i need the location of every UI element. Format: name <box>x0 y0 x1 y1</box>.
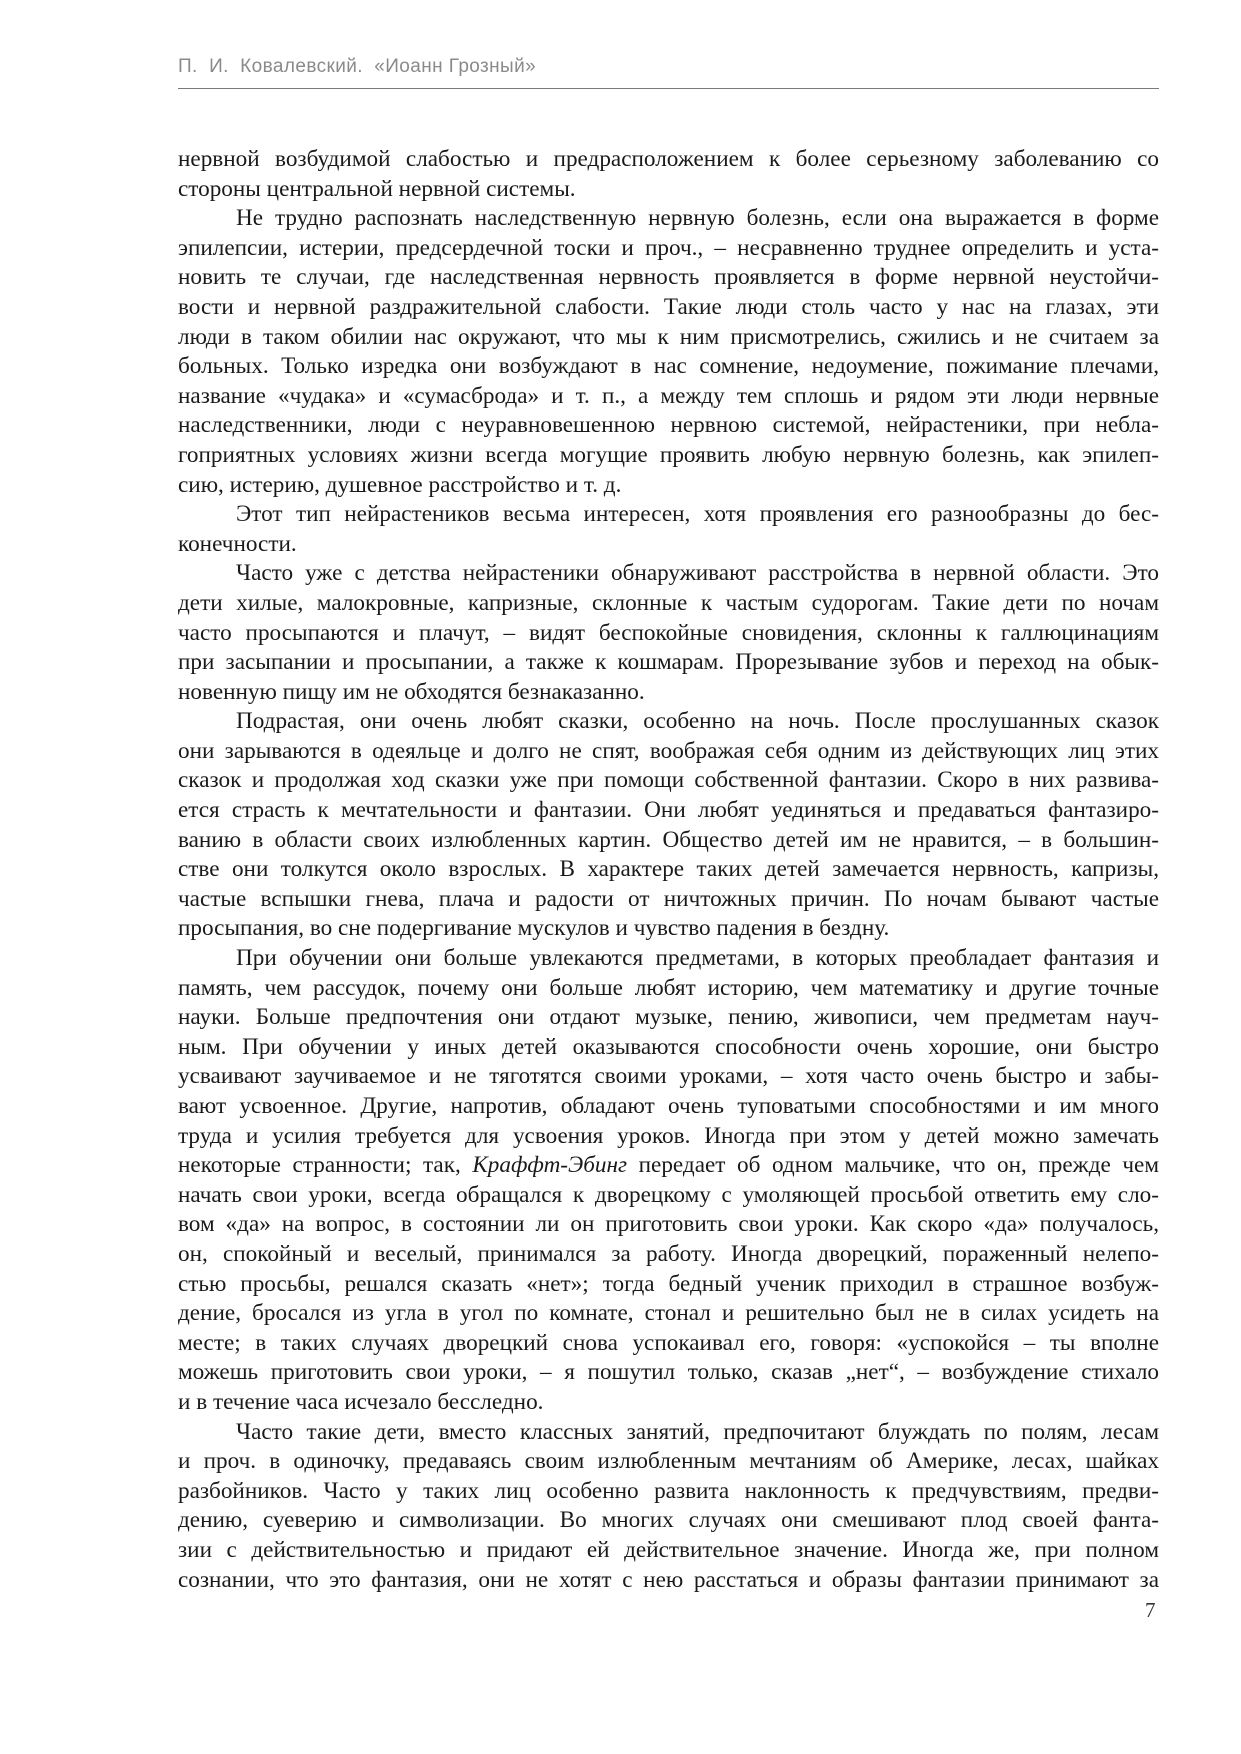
text-line: можешь приготовить свои уроки, – я пошутил только, сказав „нет“, – возбуждение стихало <box>178 1359 1159 1386</box>
text-line: конечности. <box>178 530 297 557</box>
text-line: Часто такие дети, вместо классных занятий, предпочитают блуждать по полям, лесам <box>236 1418 1159 1445</box>
paragraph <box>178 500 1159 559</box>
text-line: дение, бросался из угла в угол по комнате, стонал и решительно был не в силах усидеть на <box>178 1300 1159 1327</box>
text-line: начать свои уроки, всегда обращался к дворецкому с умоляющей просьбой ответить ему сло- <box>178 1181 1159 1208</box>
paragraph <box>178 204 1159 500</box>
text-line: стороны центральной нервной системы. <box>178 175 576 202</box>
text-line: стве они толкутся около взрослых. В характере таких детей замечается нервность, капризы, <box>178 856 1159 883</box>
text-line: вают усвоенное. Другие, напротив, обладают очень туповатыми способностями и им много <box>178 1093 1159 1119</box>
text-line: гоприятных условиях жизни всегда могущие проявить любую нервную болезнь, как эпилеп- <box>178 441 1159 468</box>
text-line: труда и усилия требуется для усвоения уроков. Иногда при этом у детей можно замечать <box>178 1122 1159 1149</box>
text-line: и проч. в одиночку, предаваясь своим излюбленным мечтаниям об Америке, лесах, шайках <box>178 1448 1159 1475</box>
text-line: дети хилые, малокровные, капризные, склонные к частым судорогам. Такие дети по ночам <box>178 589 1159 616</box>
text-line: ется страсть к мечтательности и фантазии. Они любят уединяться и предаваться фантазиро- <box>178 797 1159 824</box>
text-line: новить те случаи, где наследственная нервность проявляется в форме нервной неустойчи- <box>178 264 1159 291</box>
text-line: разбойников. Часто у таких лиц особенно развита наклонность к предчувствиям, предви- <box>178 1477 1159 1504</box>
text-line: и в течение часа исчезало бесследно. <box>178 1388 544 1415</box>
text-line: Этот тип нейрастеников весьма интересен, хотя проявления его разнообразны до бес- <box>236 501 1159 528</box>
text-line: люди в таком обилии нас окружают, что мы к ним присмотрелись, сжились и не считаем за <box>178 323 1159 350</box>
paragraph <box>178 707 1159 944</box>
text-line: он, спокойный и веселый, принимался за работу. Иногда дворецкий, пораженный нелепо- <box>178 1240 1159 1267</box>
text-line: стью просьбы, решался сказать «нет»; тогда бедный ученик приходил в страшное возбуж- <box>178 1270 1159 1297</box>
paragraph <box>178 559 1159 707</box>
paragraph <box>178 1418 1159 1596</box>
page-number: 7 <box>1145 1598 1156 1622</box>
text-line: Подрастая, они очень любят сказки, особенно на ночь. После прослушанных сказок <box>236 708 1159 735</box>
paragraph <box>178 145 1159 204</box>
body-text <box>178 145 1159 1595</box>
text-line: вости и нервной раздражительной слабости. Такие люди столь часто у нас на глазах, эти <box>178 293 1159 320</box>
text-line: вом «да» на вопрос, в состоянии ли он приготовить свои уроки. Как скоро «да» получалось, <box>178 1211 1159 1238</box>
text-line: сказок и продолжая ход сказки уже при помощи собственной фантазии. Скоро в них развива- <box>178 767 1159 794</box>
text-line: ным. При обучении у иных детей оказываются способности очень хорошие, они быстро <box>178 1033 1159 1060</box>
text-line: при засыпании и просыпании, а также к кошмарам. Прорезывание зубов и переход на обык- <box>178 649 1159 676</box>
running-header: П. И. Ковалевский. «Иоанн Грозный» <box>178 56 537 77</box>
text-line: науки. Больше предпочтения они отдают музыке, пению, живописи, чем предметам науч- <box>178 1004 1159 1031</box>
text-line: новенную пищу им не обходятся безнаказанно. <box>178 678 645 705</box>
text-line: месте; в таких случаях дворецкий снова успокаивал его, говоря: «успокойся – ты вполне <box>178 1329 1159 1356</box>
text-line: усваивают заучиваемое и не тяготятся своими уроками, – хотя часто очень быстро и забы- <box>178 1063 1159 1090</box>
text-line: часто просыпаются и плачут, – видят беспокойные сновидения, склонны к галлюцинациям <box>178 619 1159 646</box>
text-line: они зарываются в одеяльце и долго не спят, воображая себя одним из действующих лиц этих <box>178 737 1159 764</box>
text-line: нервной возбудимой слабостью и предрасположением к более серьезному заболеванию со <box>178 146 1159 172</box>
text-line: память, чем рассудок, почему они больше любят историю, чем математику и другие точные <box>178 974 1159 1001</box>
text-line: частые вспышки гнева, плача и радости от ничтожных причин. По ночам бывают частые <box>178 885 1159 912</box>
text-line: дению, суеверию и символизации. Во многих случаях они смешивают плод своей фанта- <box>178 1507 1159 1534</box>
text-line: сознании, что это фантазия, они не хотят с нею расстаться и образы фантазии принимают за <box>178 1566 1159 1593</box>
text-line: При обучении они больше увлекаются предметами, в которых преобладает фантазия и <box>236 945 1159 972</box>
text-line: название «чудака» и «сумасброда» и т. п., а между тем сплошь и рядом эти люди нервные <box>178 382 1159 409</box>
text-line: эпилепсии, истерии, предсердечной тоски и проч., – несравненно труднее определить и уста- <box>178 234 1159 261</box>
paragraph <box>178 944 1159 1418</box>
text-line: Часто уже с детства нейрастеники обнаруживают расстройства в нервной области. Это <box>236 560 1159 587</box>
text-line: просыпания, во сне подергивание мускулов и чувство падения в бездну. <box>178 915 890 942</box>
text-line: больных. Только изредка они возбуждают в нас сомнение, недоумение, пожимание плечами, <box>178 353 1159 380</box>
text-line: некоторые странности; так, Краффт-Эбинг передает об одном мальчике, что он, прежде чем <box>178 1152 1160 1179</box>
header-divider <box>178 88 1159 89</box>
text-line: Не трудно распознать наследственную нервную болезнь, если она выражается в форме <box>236 205 1159 232</box>
text-line: наследственники, люди с неуравновешенною нервною системой, нейрастеники, при небла- <box>178 412 1159 439</box>
text-line: ванию в области своих излюбленных картин. Общество детей им не нравится, – в большин- <box>178 826 1159 853</box>
text-line: сию, истерию, душевное расстройство и т. д. <box>178 471 622 498</box>
text-line: зии с действительностью и придают ей действительное значение. Иногда же, при полном <box>178 1536 1159 1563</box>
